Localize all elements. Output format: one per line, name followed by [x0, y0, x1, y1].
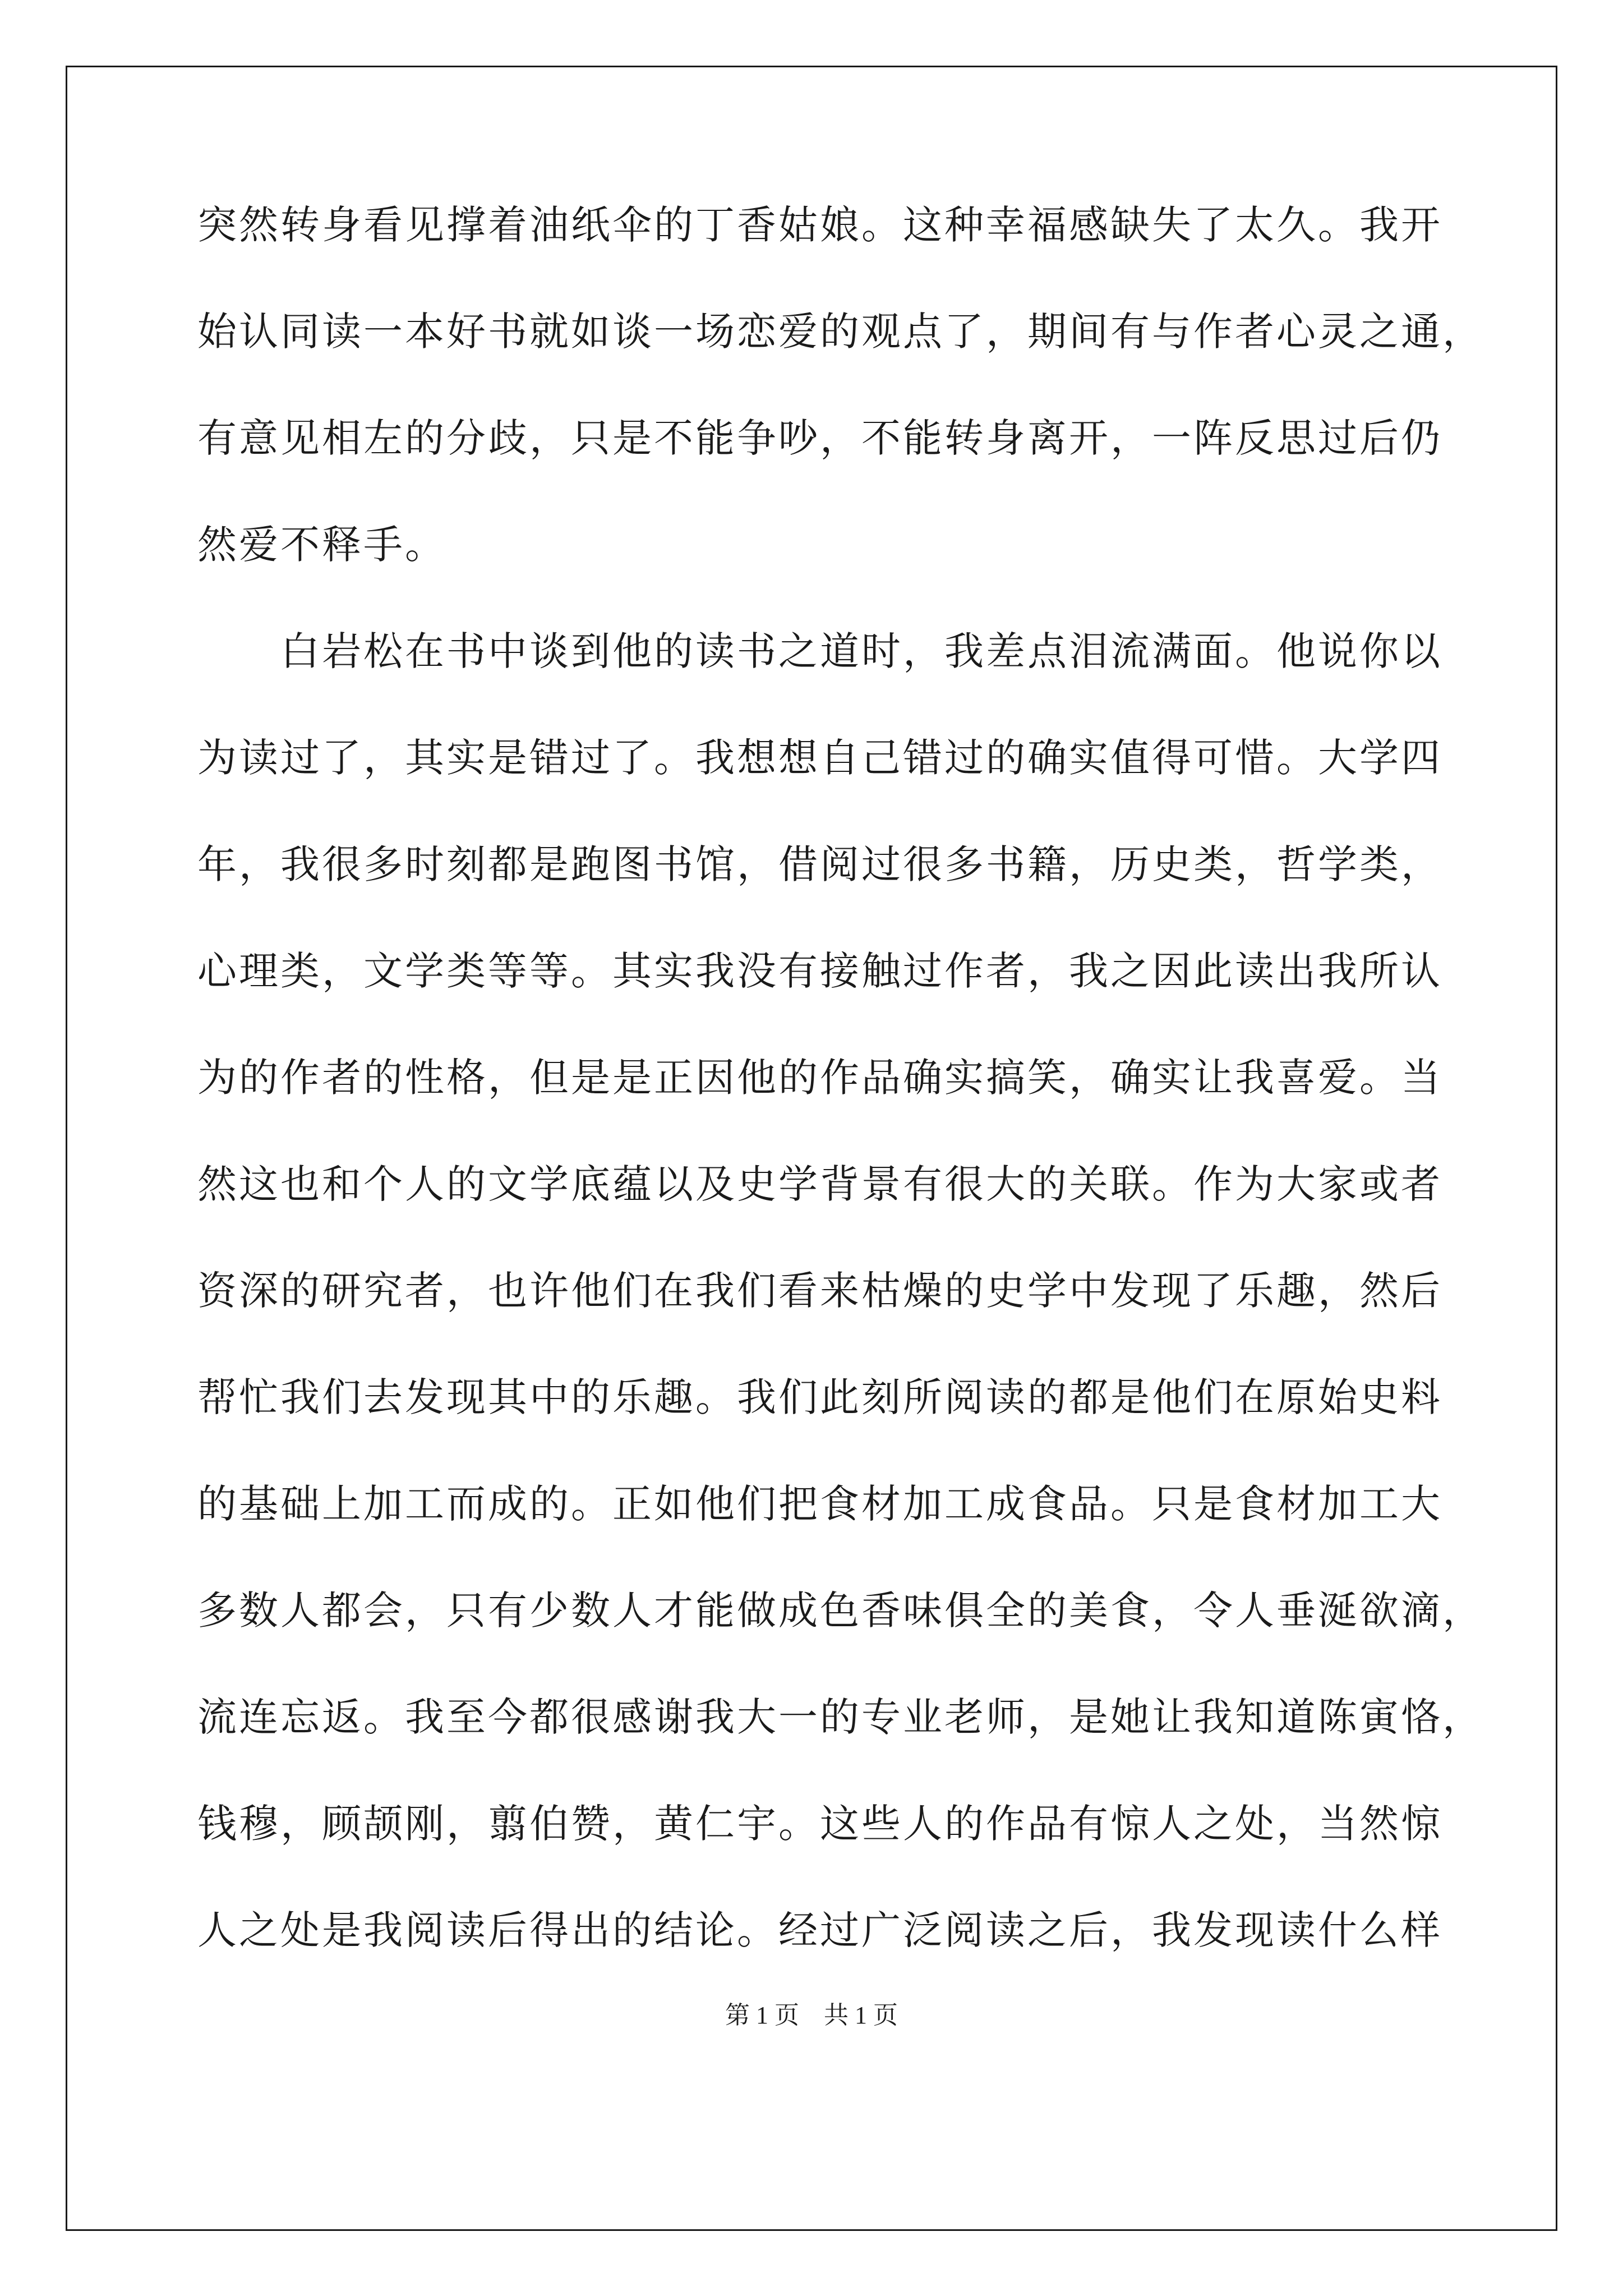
- text-line: 多数人都会，只有少数人才能做成色香味俱全的美食，令人垂涎欲滴，: [197, 1588, 1484, 1634]
- page-footer: [0, 2001, 1623, 2030]
- text-line: 流连忘返。我至今都很感谢我大一的专业老师，是她让我知道陈寅恪，: [197, 1694, 1484, 1740]
- text-line: 然这也和个人的文学底蕴以及史学背景有很大的关联。作为大家或者: [197, 1161, 1442, 1207]
- text-line: 年，我很多时刻都是跑图书馆，借阅过很多书籍，历史类，哲学类，: [197, 841, 1442, 887]
- text-line: 然爱不释手。: [197, 522, 446, 568]
- text-line: 始认同读一本好书就如谈一场恋爱的观点了，期间有与作者心灵之通，: [197, 309, 1484, 355]
- text-line: 有意见相左的分歧，只是不能争吵，不能转身离开，一阵反思过后仍: [197, 415, 1442, 461]
- text-line: 为的作者的性格，但是是正因他的作品确实搞笑，确实让我喜爱。当: [197, 1055, 1442, 1101]
- text-line: 心理类，文学类等等。其实我没有接触过作者，我之因此读出我所认: [197, 948, 1442, 994]
- text-line: 钱穆，顾颉刚，翦伯赞，黄仁宇。这些人的作品有惊人之处，当然惊: [197, 1801, 1442, 1847]
- document-body: [197, 202, 1484, 2017]
- text-line: 白岩松在书中谈到他的读书之道时，我差点泪流满面。他说你以: [197, 628, 1442, 674]
- text-line: 为读过了，其实是错过了。我想想自己错过的确实值得可惜。大学四: [197, 735, 1442, 781]
- text-line: 帮忙我们去发现其中的乐趣。我们此刻所阅读的都是他们在原始史料: [197, 1374, 1442, 1420]
- text-line: 人之处是我阅读后得出的结论。经过广泛阅读之后，我发现读什么样: [197, 1907, 1442, 1953]
- text-line: 的基础上加工而成的。正如他们把食材加工成食品。只是食材加工大: [197, 1481, 1442, 1527]
- text-line: 突然转身看见撑着油纸伞的丁香姑娘。这种幸福感缺失了太久。我开: [197, 202, 1442, 248]
- text-line: 资深的研究者，也许他们在我们看来枯燥的史学中发现了乐趣，然后: [197, 1268, 1442, 1314]
- page-number: 第 1 页: [725, 2001, 799, 2029]
- page-total: 共 1 页: [824, 2001, 898, 2029]
